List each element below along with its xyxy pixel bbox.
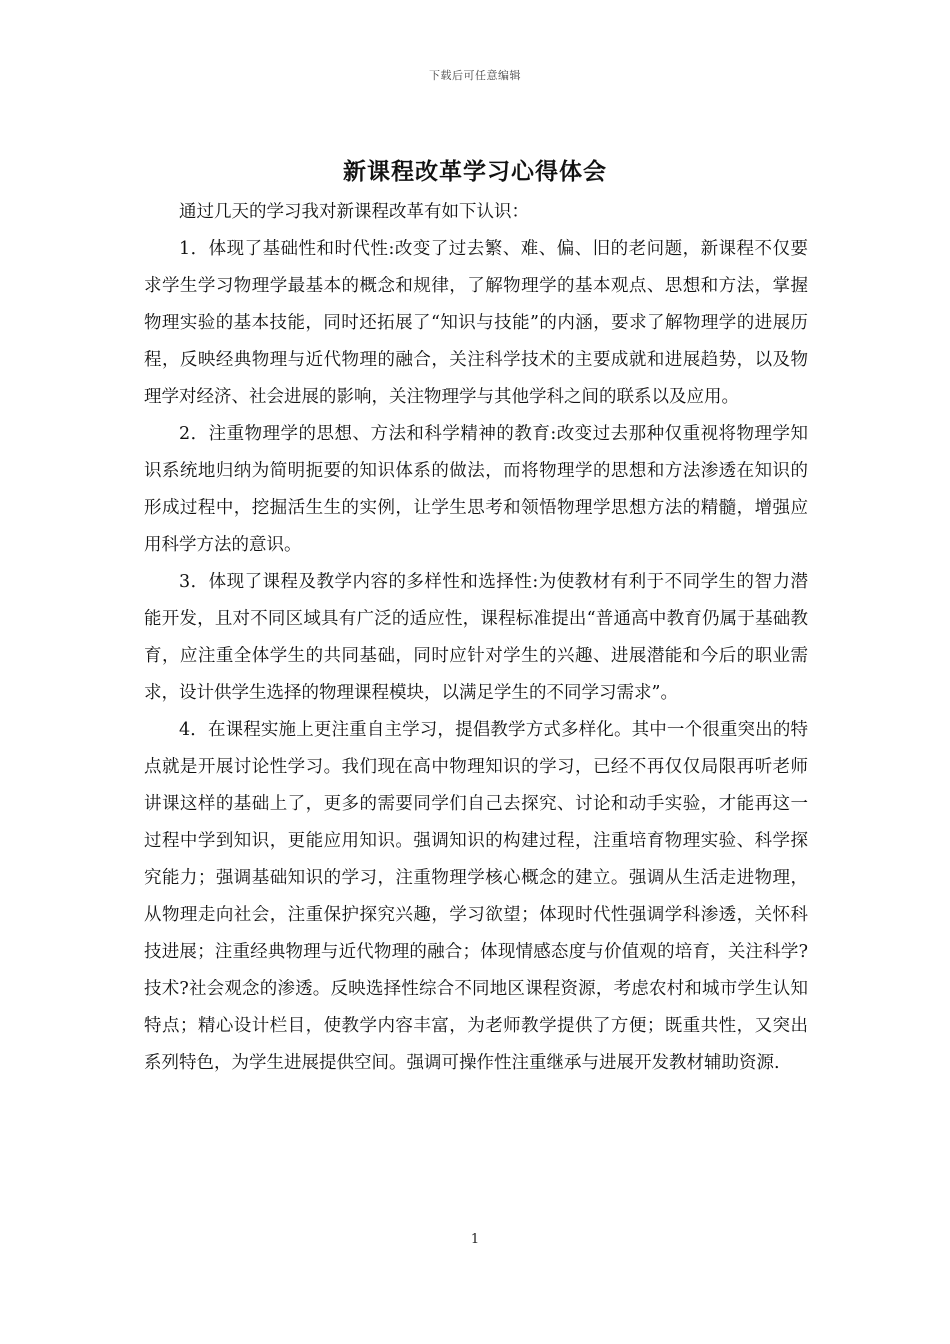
paragraph-point-1: 1．体现了基础性和时代性:改变了过去繁、难、偏、旧的老问题，新课程不仅要求学生学习物理学最基本的概念和规律，了解物理学的基本观点、思想和方法，掌握物理实验的基本技能，同时还拓展了“知识与技能”的内涵，要求了解物理学的进展历程，反映经典物理与近代物理的融合，关注科学技术的主要成就和进展趋势，以及物理学对经济、社会进展的影响，关注物理学与其他学科之间的联系以及应用。 [144,239,808,407]
paragraph-point-4: 4．在课程实施上更注重自主学习，提倡教学方式多样化。其中一个很重突出的特点就是开展讨论性学习。我们现在高中物理知识的学习，已经不再仅仅局限再听老师讲课这样的基础上了，更多的需要同学们自己去探究、讨论和动手实验，才能再这一过程中学到知识，更能应用知识。强调知识的构建过程，注重培育物理实验、科学探究能力；强调基础知识的学习，注重物理学核心概念的建立。强调从生活走进物理，从物理走向社会，注重保护探究兴趣，学习欲望；体现时代性强调学科渗透，关怀科技进展；注重经典物理与近代物理的融合；体现情感态度与价值观的培育，关注科学?技术?社会观念的渗透。反映选择性综合不同地区课程资源，考虑农村和城市学生认知特点；精心设计栏目，使教学内容丰富，为老师教学提供了方便；既重共性，又突出系列特色，为学生进展提供空间。强调可操作性注重继承与进展开发教材辅助资源. [144,720,808,1073]
document-body [144,194,808,1082]
header-note: 下载后可任意编辑 [429,69,521,82]
paragraph-point-3: 3．体现了课程及教学内容的多样性和选择性:为使教材有利于不同学生的智力潜能开发，且对不同区域具有广泛的适应性，课程标准提出“普通高中教育仍属于基础教育，应注重全体学生的共同基础，同时应针对学生的兴趣、进展潜能和今后的职业需求，设计供学生选择的物理课程模块，以满足学生的不同学习需求”。 [144,572,808,703]
page-number: 1 [470,1232,480,1247]
paragraph-point-2: 2．注重物理学的思想、方法和科学精神的教育:改变过去那种仅重视将物理学知识系统地归纳为简明扼要的知识体系的做法，而将物理学的思想和方法渗透在知识的形成过程中，挖掘活生生的实例，让学生思考和领悟物理学思想方法的精髓，增强应用科学方法的意识。 [144,424,808,555]
paragraph-intro: 通过几天的学习我对新课程改革有如下认识： [179,202,529,222]
document-title: 新课程改革学习心得体会 [343,158,607,185]
